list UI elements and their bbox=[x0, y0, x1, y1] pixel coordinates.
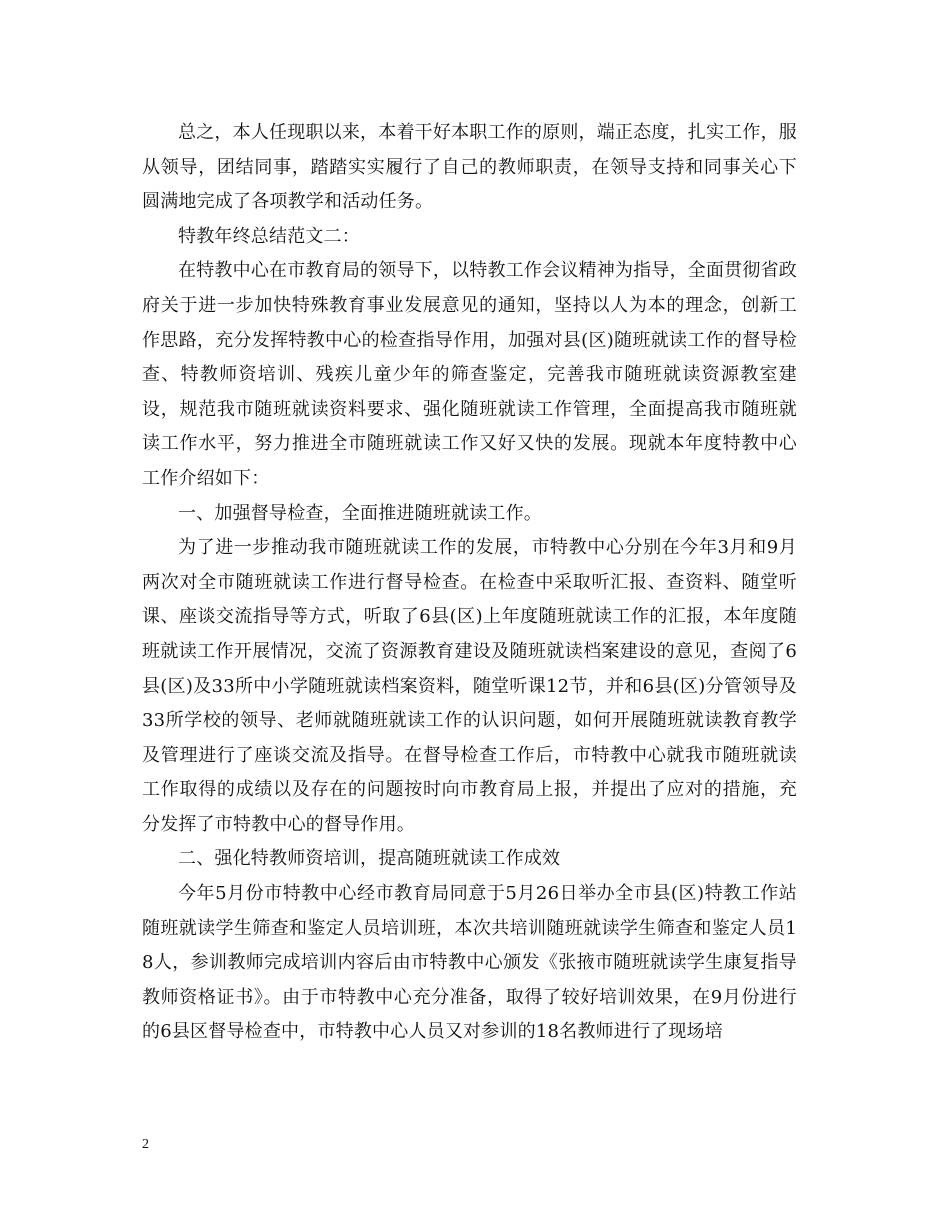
paragraph-summary: 总之，本人任现职以来，本着干好本职工作的原则，端正态度，扎实工作，服从领导，团结同事，踏踏实实履行了自己的教师职责，在领导支持和同事关心下圆满地完成了各项教学和活动任务。 bbox=[142, 122, 797, 213]
document-body bbox=[142, 116, 797, 1050]
page-number: 2 bbox=[142, 1137, 149, 1152]
section-heading-two: 二、强化特教师资培训，提高随班就读工作成效 bbox=[178, 848, 561, 870]
paragraph-introduction: 在特教中心在市教育局的领导下，以特教工作会议精神为指导，全面贯彻省政府关于进一步加快特殊教育事业发展意见的通知，坚持以人为本的理念，创新工作思路，充分发挥特教中心的检查指导作用，加强对县(区)随班就读工作的督导检查、特教师资培训、残疾儿童少年的筛查鉴定，完善我市随班就读资源教室建设，规范我市随班就读资料要求、强化随班就读工作管理，全面提高我市随班就读工作水平，努力推进全市随班就读工作又好又快的发展。现就本年度特教中心工作介绍如下： bbox=[142, 260, 797, 489]
paragraph-training: 今年5月份市特教中心经市教育局同意于5月26日举办全市县(区)特教工作站随班就读学生筛查和鉴定人员培训班，本次共培训随班就读学生筛查和鉴定人员18人，参训教师完成培训内容后由市特教中心颁发《张掖市随班就读学生康复指导教师资格证书》。由于市特教中心充分准备，取得了较好培训效果，在9月份进行的6县区督导检查中，市特教中心人员又对参训的18名教师进行了现场培 bbox=[142, 883, 797, 1043]
section-heading-one: 一、加强督导检查，全面推进随班就读工作。 bbox=[178, 502, 542, 524]
paragraph-supervision: 为了进一步推动我市随班就读工作的发展，市特教中心分别在今年3月和9月两次对全市随班就读工作进行督导检查。在检查中采取听汇报、查资料、随堂听课、座谈交流指导等方式，听取了6县(区)上年度随班就读工作的汇报，本年度随班就读工作开展情况，交流了资源教育建设及随班就读档案建设的意见，查阅了6县(区)及33所中小学随班就读档案资料，随堂听课12节，并和6县(区)分管领导及33所学校的领导、老师就随班就读工作的认识问题，如何开展随班就读教育教学及管理进行了座谈交流及指导。在督导检查工作后，市特教中心就我市随班就读工作取得的成绩以及存在的问题按时向市教育局上报，并提出了应对的措施，充分发挥了市特教中心的督导作用。 bbox=[142, 537, 797, 835]
paragraph-heading-sample-two: 特教年终总结范文二： bbox=[178, 225, 360, 247]
